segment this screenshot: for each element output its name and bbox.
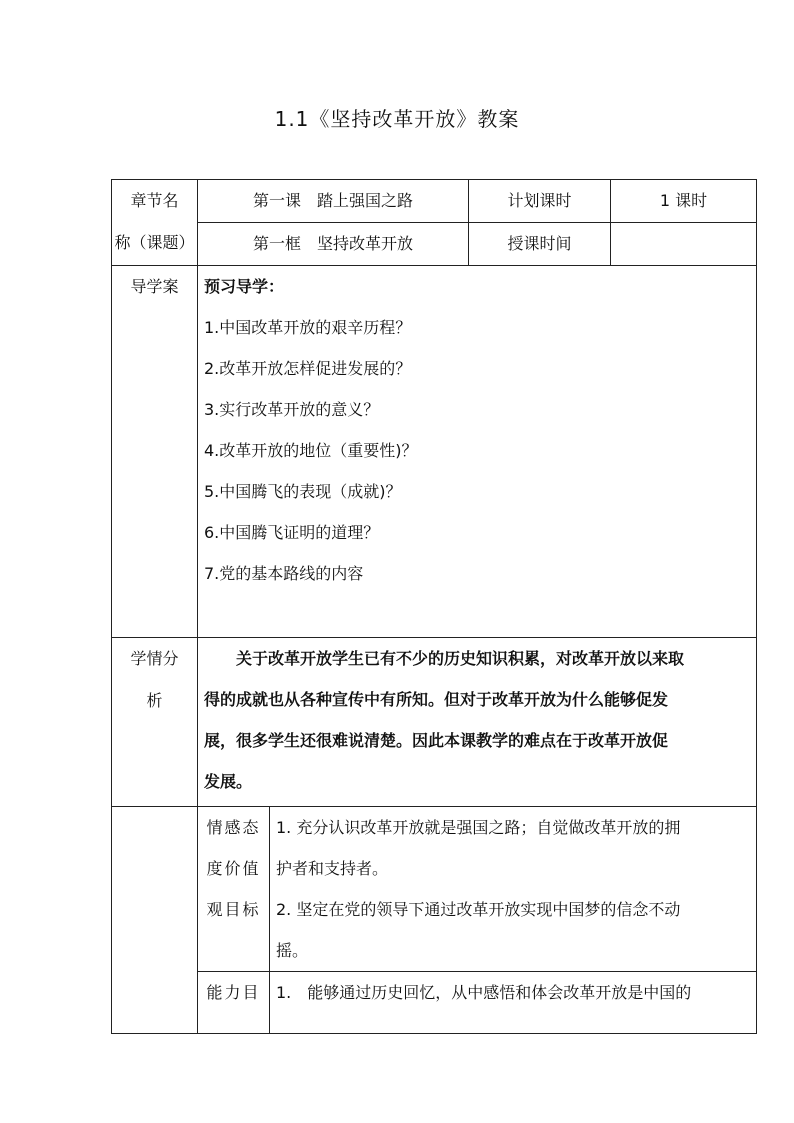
analysis-line: 发展。 — [204, 772, 253, 791]
analysis-content — [198, 638, 757, 807]
emotion-line: 1. 充分认识改革开放就是强国之路；自觉做改革开放的拥 — [276, 818, 681, 837]
frame-cell: 第一框 坚持改革开放 — [198, 223, 469, 266]
emotion-label-line: 度价值 — [206, 859, 261, 878]
guide-item: 6.中国腾飞证明的道理？ — [204, 523, 380, 542]
guide-item: 5.中国腾飞的表现（成就)？ — [204, 482, 402, 501]
planned-hours-label: 计划课时 — [469, 180, 611, 223]
goals-label-cell — [112, 807, 198, 1034]
page-title: 1.1《坚持改革开放》教案 — [274, 107, 520, 131]
analysis-line: 关于改革开放学生已有不少的历史知识积累，对改革开放以来取 — [236, 649, 685, 668]
teach-time-label: 授课时间 — [469, 223, 611, 266]
guide-item: 2.改革开放怎样促进发展的？ — [204, 359, 412, 378]
lesson-plan-table — [111, 179, 757, 1034]
analysis-label — [112, 638, 198, 807]
emotion-goal-content — [270, 807, 757, 972]
ability-label-line: 能力目 — [206, 983, 261, 1002]
chapter-label-line-1: 章节名 — [130, 191, 179, 210]
analysis-line: 展，很多学生还很难说清楚。因此本课教学的难点在于改革开放促 — [204, 731, 669, 750]
emotion-label-line: 观目标 — [206, 900, 261, 919]
planned-hours-value: 1 课时 — [611, 180, 757, 223]
lesson-cell: 第一课 踏上强国之路 — [198, 180, 469, 223]
guide-heading: 预习导学： — [204, 277, 285, 296]
ability-line: 1. 能够通过历史回忆，从中感悟和体会改革开放是中国的 — [276, 983, 692, 1002]
emotion-label-line: 情感态 — [206, 818, 261, 837]
guide-item: 4.改革开放的地位（重要性)？ — [204, 441, 418, 460]
emotion-line: 摇。 — [276, 941, 309, 960]
chapter-label-line-2: 称（课题） — [114, 233, 195, 252]
emotion-line: 护者和支持者。 — [276, 859, 389, 878]
guide-item: 3.实行改革开放的意义？ — [204, 400, 380, 419]
teach-time-value — [611, 223, 757, 266]
analysis-line: 得的成就也从各种宣传中有所知。但对于改革开放为什么能够促发 — [204, 690, 669, 709]
guide-content — [198, 266, 757, 638]
analysis-label-line-1: 学情分 — [130, 649, 179, 668]
ability-goal-content — [270, 972, 757, 1034]
chapter-label-cell — [112, 180, 198, 266]
emotion-line: 2. 坚定在党的领导下通过改革开放实现中国梦的信念不动 — [276, 900, 681, 919]
guide-label: 导学案 — [112, 266, 198, 638]
emotion-goal-label — [198, 807, 270, 972]
guide-item: 1.中国改革开放的艰辛历程？ — [204, 318, 412, 337]
guide-item: 7.党的基本路线的内容 — [204, 564, 364, 583]
analysis-label-line-2: 析 — [146, 691, 163, 710]
ability-goal-label — [198, 972, 270, 1034]
